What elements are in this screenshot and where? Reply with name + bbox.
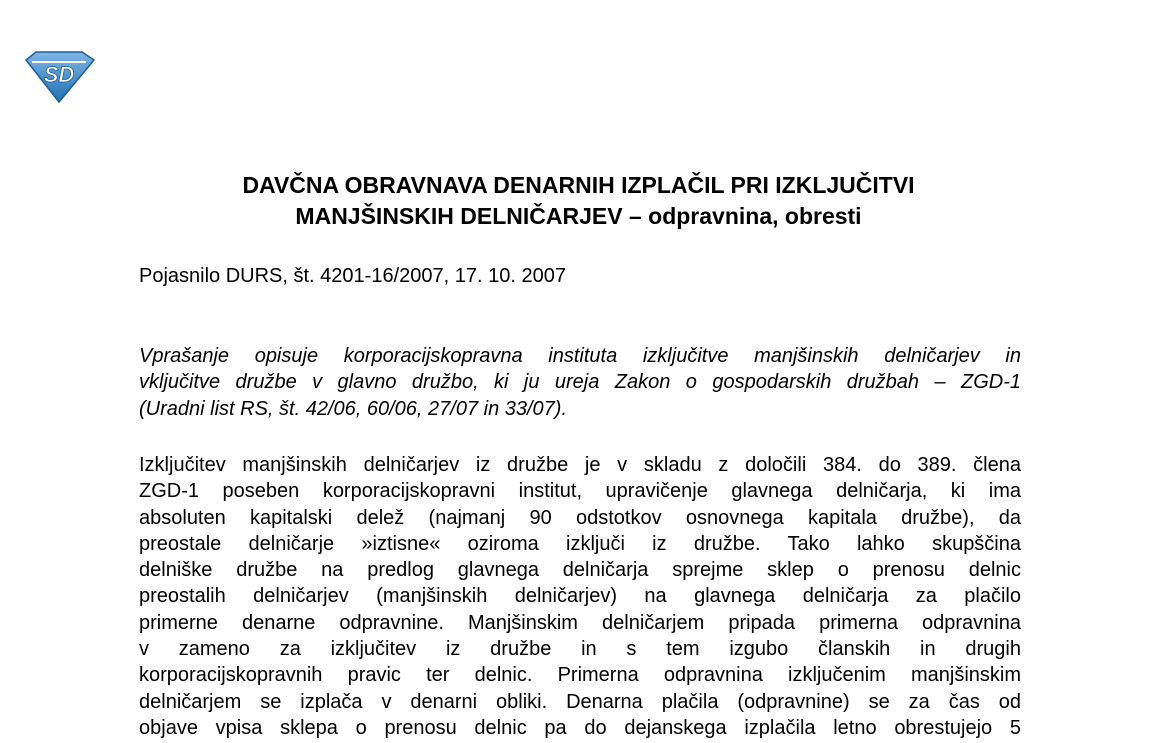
question-line: (Uradni list RS, št. 42/06, 60/06, 27/07 in 33/07). — [139, 397, 568, 420]
body-line: delničarjem se izplača v denarni obliki. Denarna plačila (odpravnine) se za čas od — [139, 690, 1021, 713]
body-line: preostalih delničarjev (manjšinskih delničarjev) na glavnega delničarja za plačilo — [139, 585, 1021, 608]
body-line: ZGD-1 poseben korporacijskopravni institut, upravičenje glavnega delničarja, ki ima — [139, 480, 1021, 503]
body-line: primerne denarne odpravnine. Manjšinskim delničarjem pripada primerna odpravnina — [139, 611, 1021, 634]
reference-line: Pojasnilo DURS, št. 4201-16/2007, 17. 10. 2007 — [139, 265, 566, 287]
logo-text: SD — [43, 62, 75, 87]
body-line: objave vpisa sklepa o prenosu delnic pa do dejanskega izplačila letno obrestujejo 5 — [139, 716, 1021, 739]
body-line: preostale delničarje »iztisne« oziroma izključi iz družbe. Tako lahko skupščina — [139, 532, 1021, 555]
body-line: v zameno za izključitev iz družbe in s tem izgubo članskih in drugih — [139, 638, 1021, 661]
body-line: Izključitev manjšinskih delničarjev iz družbe je v skladu z določili 384. do 389. člena — [139, 454, 1021, 476]
body-paragraph — [139, 452, 1021, 741]
sd-logo-icon — [22, 50, 96, 104]
title-line-2: MANJŠINSKIH DELNIČARJEV – odpravnina, obresti — [295, 203, 862, 229]
body-line: absoluten kapitalski delež (najmanj 90 odstotkov osnovnega kapitala družbe), da — [139, 506, 1021, 529]
question-line: Vprašanje opisuje korporacijskopravna instituta izključitve manjšinskih delničarjev in — [139, 345, 1021, 367]
question-line: vključitve družbe v glavno družbo, ki ju ureja Zakon o gospodarskih družbah – ZGD-1 — [139, 371, 1021, 394]
document-title — [0, 170, 1157, 232]
body-line: delniške družbe na predlog glavnega delničarja sprejme sklep o prenosu delnic — [139, 559, 1021, 582]
question-paragraph — [139, 343, 1021, 422]
title-line-1: DAVČNA OBRAVNAVA DENARNIH IZPLAČIL PRI IZKLJUČITVI — [242, 172, 915, 198]
body-line: korporacijskopravnih pravic ter delnic. Primerna odpravnina izključenim manjšinskim — [139, 664, 1021, 687]
